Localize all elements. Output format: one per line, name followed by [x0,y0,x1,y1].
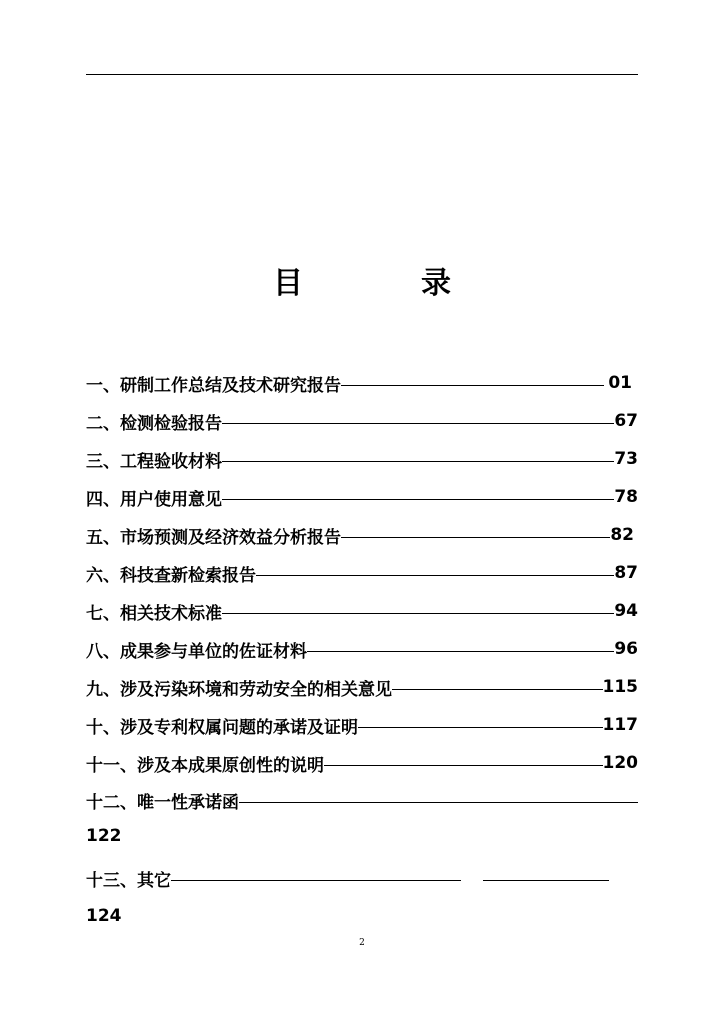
toc-page: 82 [610,525,634,545]
toc-row-11[interactable] [86,744,638,782]
leader-line [171,880,461,881]
leader-line [256,575,614,576]
table-of-contents [86,364,638,934]
toc-page: 73 [614,449,638,469]
toc-page: 117 [602,715,638,735]
leader-line [341,537,610,538]
toc-page: 94 [614,601,638,621]
leader-line [222,423,614,424]
toc-label: 十三、其它 [86,870,171,891]
toc-row-2[interactable] [86,402,638,440]
toc-page: 67 [614,411,638,431]
leader-line [358,727,603,728]
toc-row-8[interactable] [86,630,638,668]
toc-label: 十二、唯一性承诺函 [86,792,239,813]
toc-page: 78 [614,487,638,507]
toc-page: 124 [86,906,122,926]
leader-line [239,802,638,803]
toc-label: 一、研制工作总结及技术研究报告 [86,375,341,396]
toc-row-13-page [86,898,638,934]
header-rule [86,74,638,75]
toc-row-12-page [86,818,638,854]
toc-page: 96 [614,639,638,659]
page-title: 目 录 [273,266,495,301]
toc-label: 八、成果参与单位的佐证材料 [86,641,307,662]
leader-line [307,651,614,652]
toc-label: 四、用户使用意见 [86,489,222,510]
toc-label: 十一、涉及本成果原创性的说明 [86,755,324,776]
toc-label: 五、市场预测及经济效益分析报告 [86,527,341,548]
toc-row-13[interactable] [86,858,638,898]
toc-row-5[interactable] [86,516,638,554]
toc-row-12[interactable] [86,782,638,818]
leader-line [324,765,603,766]
toc-row-9[interactable] [86,668,638,706]
leader-line [341,385,604,386]
toc-row-4[interactable] [86,478,638,516]
toc-label: 十、涉及专利权属问题的承诺及证明 [86,717,358,738]
leader-line [222,613,614,614]
toc-label: 六、科技查新检索报告 [86,565,256,586]
toc-row-10[interactable] [86,706,638,744]
leader-line [222,499,614,500]
page-number: 2 [359,938,365,948]
toc-page: 01 [608,373,632,393]
toc-label: 三、工程验收材料 [86,451,222,472]
toc-row-1[interactable] [86,364,638,402]
toc-page: 122 [86,826,122,846]
toc-row-6[interactable] [86,554,638,592]
toc-row-7[interactable] [86,592,638,630]
toc-row-3[interactable] [86,440,638,478]
toc-page: 87 [614,563,638,583]
toc-label: 九、涉及污染环境和劳动安全的相关意见 [86,679,392,700]
leader-line [222,461,614,462]
toc-page: 115 [602,677,638,697]
toc-label: 七、相关技术标准 [86,603,222,624]
leader-line [392,689,603,690]
toc-label: 二、检测检验报告 [86,413,222,434]
leader-line [483,880,609,881]
toc-page: 120 [602,753,638,773]
